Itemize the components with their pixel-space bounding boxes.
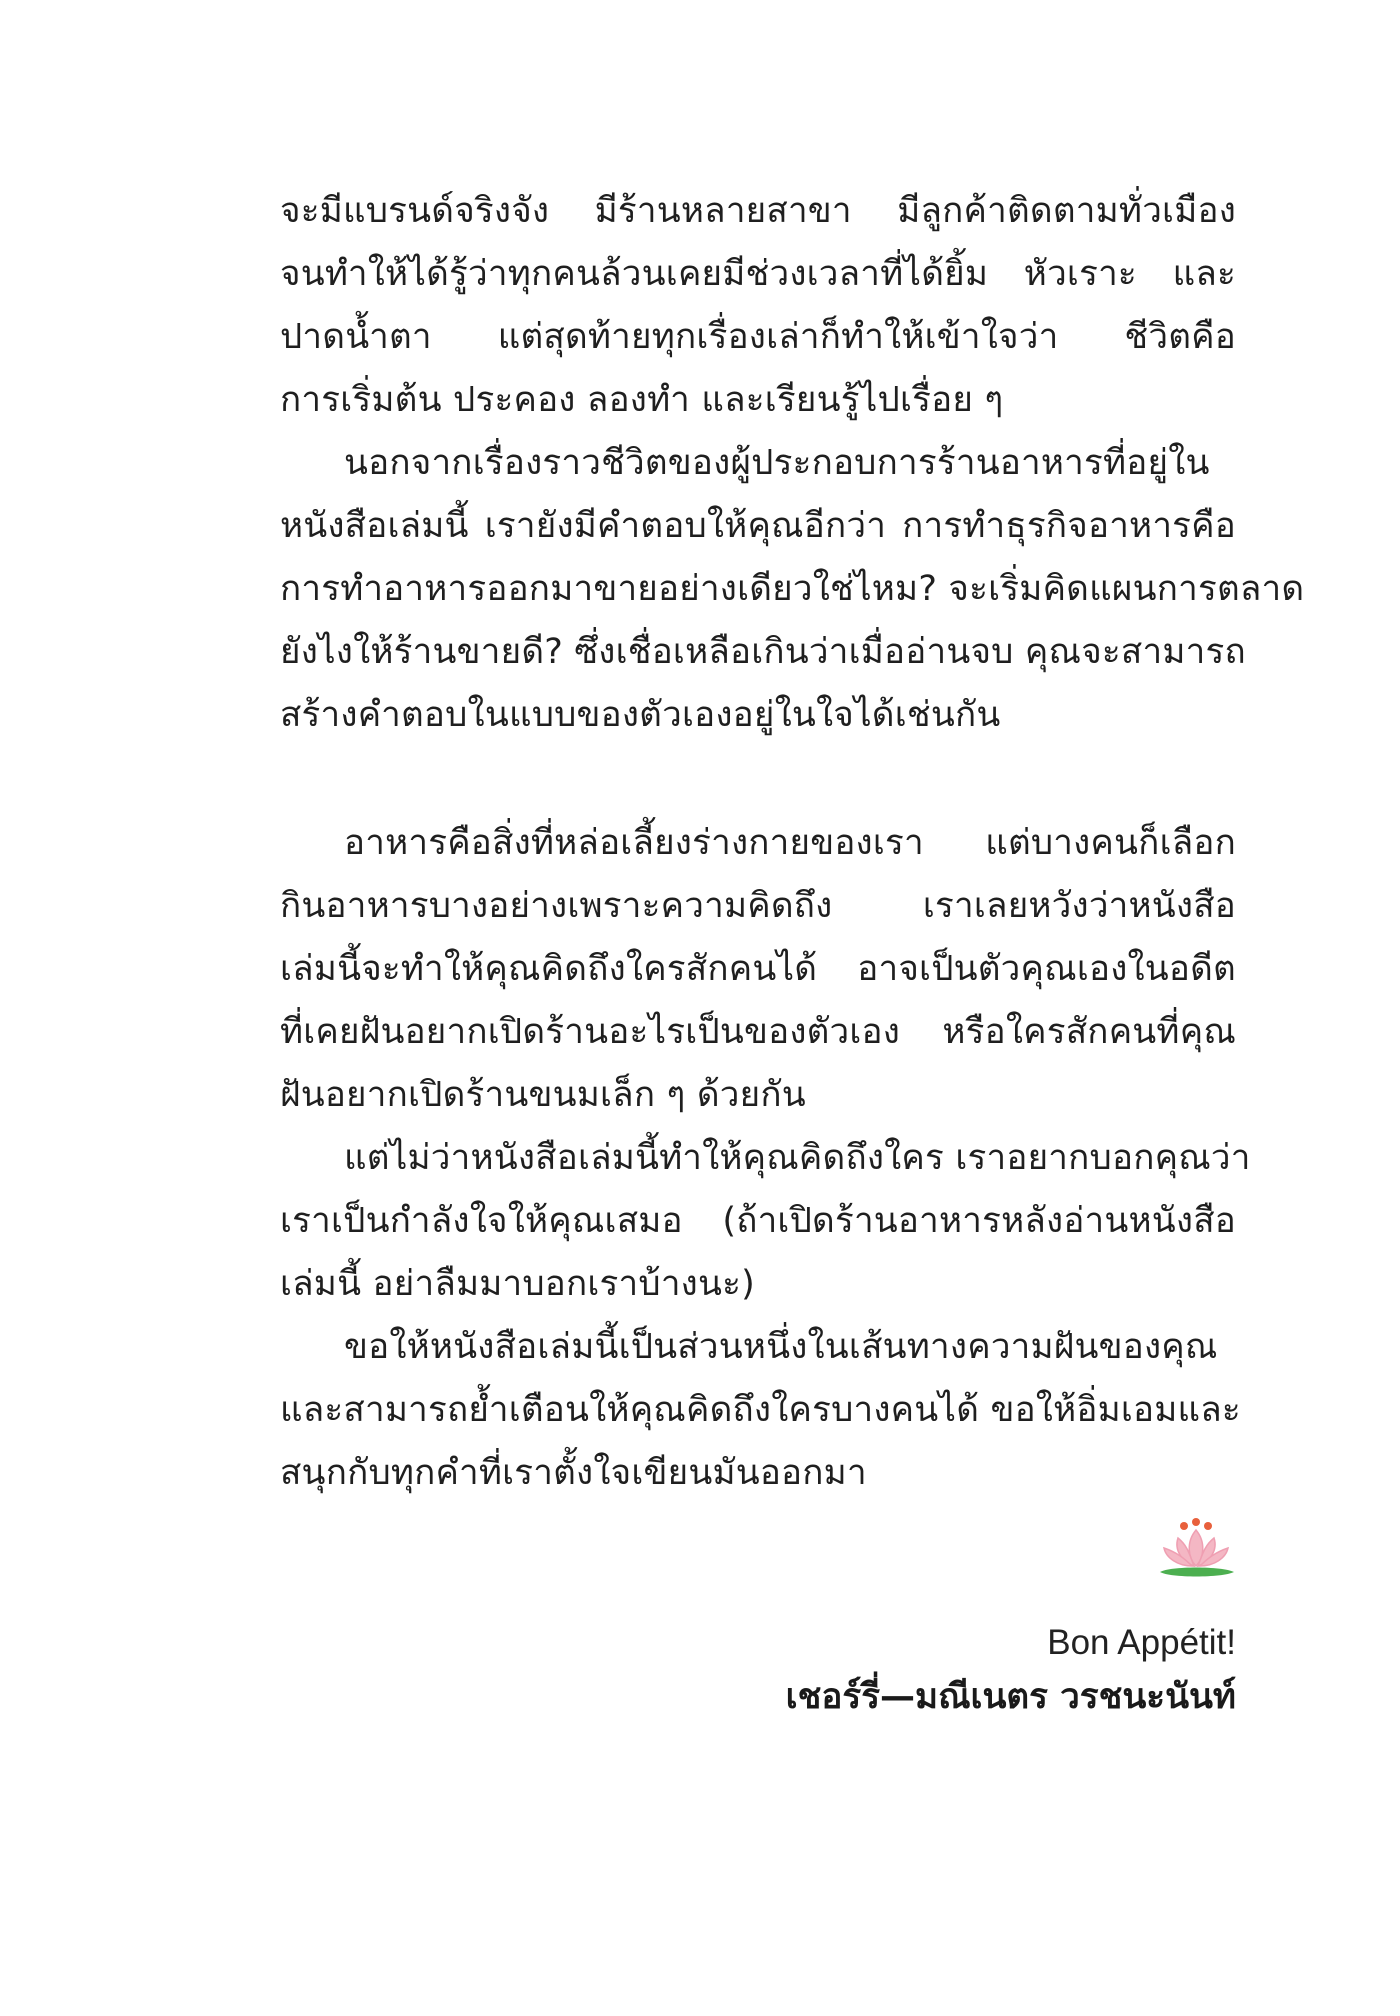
paragraph-line: จนทำให้ได้รู้ว่าทุกคนล้วนเคยมีช่วงเวลาที่ได้ยิ้ม หัวเราะ และ	[280, 254, 1236, 294]
lotus-stamen	[1192, 1518, 1200, 1526]
paragraph-line: จะมีแบรนด์จริงจัง มีร้านหลายสาขา มีลูกค้าติดตามทั่วเมือง	[280, 191, 1236, 231]
lotus-stamen	[1204, 1522, 1212, 1530]
paragraph-line: เล่มนี้ อย่าลืมมาบอกเราบ้างนะ)	[280, 1264, 755, 1304]
paragraph-1	[280, 180, 1236, 432]
paragraph-line: เราเป็นกำลังใจให้คุณเสมอ (ถ้าเปิดร้านอาหารหลังอ่านหนังสือ	[280, 1201, 1236, 1241]
paragraph-line: ที่เคยฝันอยากเปิดร้านอะไรเป็นของตัวเอง หรือใครสักคนที่คุณ	[280, 1012, 1236, 1052]
text-block-upper	[280, 180, 1305, 747]
paragraph-line: สนุกกับทุกคำที่เราตั้งใจเขียนมันออกมา	[280, 1453, 867, 1493]
paragraph-line: การเริ่มต้น ประคอง ลองทำ และเรียนรู้ไปเรื่อย ๆ	[280, 380, 1004, 420]
paragraph-5	[280, 1316, 1241, 1505]
paragraph-line: ฝันอยากเปิดร้านขนมเล็ก ๆ ด้วยกัน	[280, 1075, 806, 1115]
paragraph-line: นอกจากเรื่องราวชีวิตของผู้ประกอบการร้านอาหารที่อยู่ใน	[344, 443, 1210, 483]
lotus-stamen	[1180, 1522, 1188, 1530]
paragraph-line: การทำอาหารออกมาขายอย่างเดียวใช่ไหม? จะเริ่มคิดแผนการตลาด	[280, 569, 1305, 609]
paragraph-line: ยังไงให้ร้านขายดี? ซึ่งเชื่อเหลือเกินว่าเมื่ออ่านจบ คุณจะสามารถ	[280, 632, 1246, 672]
paragraph-line: หนังสือเล่มนี้ เรายังมีคำตอบให้คุณอีกว่า การทำธุรกิจอาหารคือ	[280, 506, 1236, 546]
paragraph-4	[280, 1127, 1251, 1316]
paragraph-3	[280, 812, 1236, 1127]
paragraph-line: ขอให้หนังสือเล่มนี้เป็นส่วนหนึ่งในเส้นทางความฝันของคุณ	[344, 1327, 1218, 1367]
lotus-icon	[1156, 1518, 1236, 1582]
paragraph-line: อาหารคือสิ่งที่หล่อเลี้ยงร่างกายของเรา แต่บางคนก็เลือก	[344, 823, 1236, 863]
paragraph-line: เล่มนี้จะทำให้คุณคิดถึงใครสักคนได้ อาจเป็นตัวคุณเองในอดีต	[280, 949, 1236, 989]
paragraph-line: สร้างคำตอบในแบบของตัวเองอยู่ในใจได้เช่นกัน	[280, 695, 1001, 735]
paragraph-line: และสามารถย้ำเตือนให้คุณคิดถึงใครบางคนได้ ขอให้อิ่มเอมและ	[280, 1390, 1241, 1430]
signoff-greeting: Bon Appétit!	[1047, 1623, 1236, 1662]
author-name: เชอร์รี่—มณีเนตร วรชนะนันท์	[785, 1677, 1236, 1717]
paragraph-line: ปาดน้ำตา แต่สุดท้ายทุกเรื่องเล่าก็ทำให้เข้าใจว่า ชีวิตคือ	[280, 317, 1236, 357]
paragraph-line: แต่ไม่ว่าหนังสือเล่มนี้ทำให้คุณคิดถึงใคร เราอยากบอกคุณว่า	[344, 1138, 1251, 1178]
paragraph-line: กินอาหารบางอย่างเพราะความคิดถึง เราเลยหวังว่าหนังสือ	[280, 886, 1236, 926]
lotus-leaf	[1160, 1568, 1234, 1577]
text-block-lower	[280, 812, 1251, 1505]
paragraph-2	[280, 432, 1305, 747]
